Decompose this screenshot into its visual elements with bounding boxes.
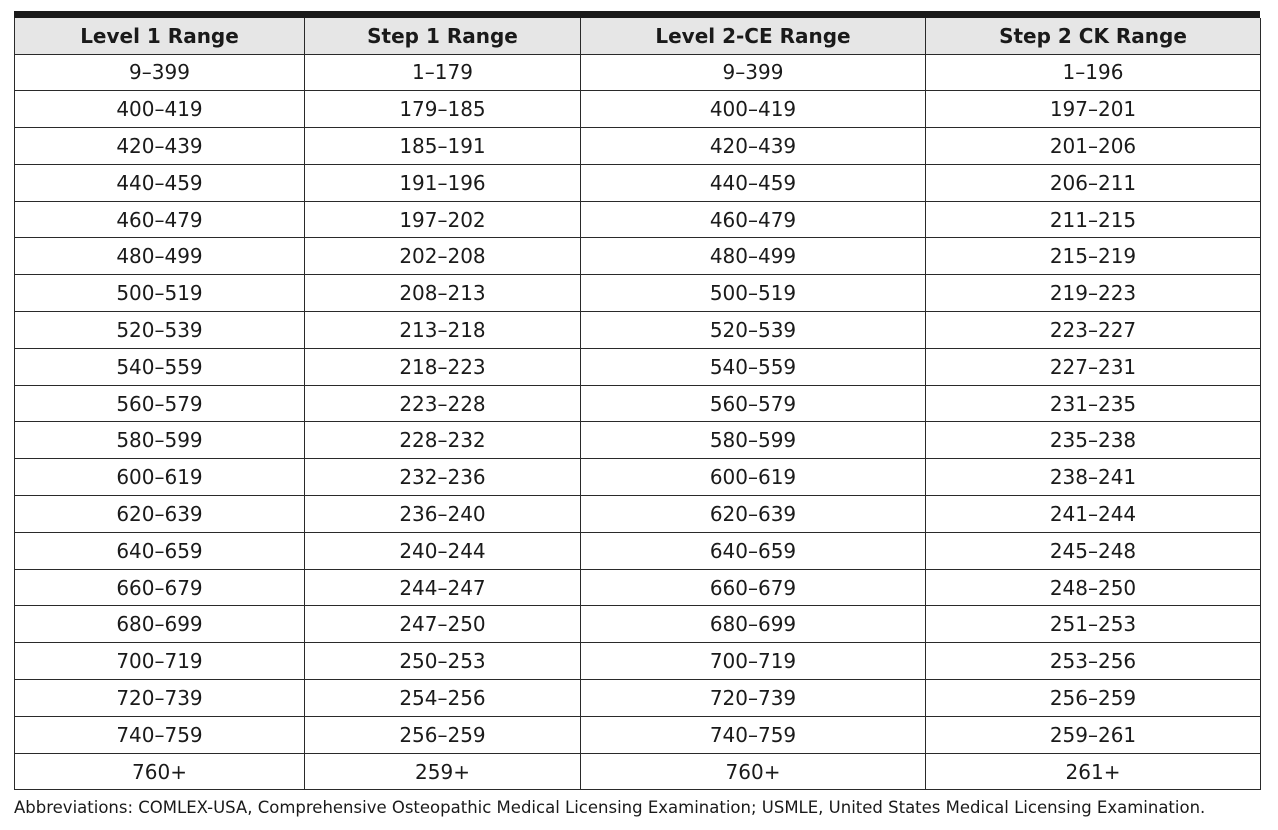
column-header-step-2-ck-range: Step 2 CK Range bbox=[926, 18, 1261, 54]
table-row bbox=[15, 606, 1261, 643]
level-2-ce-range-cell: 620–639 bbox=[581, 496, 926, 533]
step-1-range-cell: 208–213 bbox=[305, 275, 581, 312]
step-2-ck-range-cell: 253–256 bbox=[926, 643, 1261, 680]
level-2-ce-range-cell: 740–759 bbox=[581, 716, 926, 753]
level-1-range-cell: 520–539 bbox=[15, 312, 305, 349]
table-row bbox=[15, 569, 1261, 606]
level-1-range-cell: 740–759 bbox=[15, 716, 305, 753]
step-2-ck-range-cell: 206–211 bbox=[926, 164, 1261, 201]
header-row bbox=[15, 18, 1261, 54]
table-row bbox=[15, 238, 1261, 275]
step-1-range-cell: 247–250 bbox=[305, 606, 581, 643]
level-1-range-cell: 440–459 bbox=[15, 164, 305, 201]
level-2-ce-range-cell: 9–399 bbox=[581, 54, 926, 91]
step-1-range-cell: 232–236 bbox=[305, 459, 581, 496]
step-2-ck-range-cell: 238–241 bbox=[926, 459, 1261, 496]
level-2-ce-range-cell: 540–559 bbox=[581, 348, 926, 385]
table-row bbox=[15, 54, 1261, 91]
level-1-range-cell: 460–479 bbox=[15, 201, 305, 238]
level-1-range-cell: 620–639 bbox=[15, 496, 305, 533]
level-2-ce-range-cell: 600–619 bbox=[581, 459, 926, 496]
level-2-ce-range-cell: 520–539 bbox=[581, 312, 926, 349]
level-2-ce-range-cell: 560–579 bbox=[581, 385, 926, 422]
level-2-ce-range-cell: 460–479 bbox=[581, 201, 926, 238]
step-1-range-cell: 202–208 bbox=[305, 238, 581, 275]
table-row bbox=[15, 496, 1261, 533]
table-row bbox=[15, 312, 1261, 349]
step-2-ck-range-cell: 211–215 bbox=[926, 201, 1261, 238]
table-row bbox=[15, 459, 1261, 496]
step-1-range-cell: 240–244 bbox=[305, 532, 581, 569]
score-conversion-table bbox=[14, 18, 1261, 790]
level-1-range-cell: 760+ bbox=[15, 753, 305, 790]
table-row bbox=[15, 532, 1261, 569]
step-2-ck-range-cell: 235–238 bbox=[926, 422, 1261, 459]
level-1-range-cell: 640–659 bbox=[15, 532, 305, 569]
level-2-ce-range-cell: 760+ bbox=[581, 753, 926, 790]
step-2-ck-range-cell: 241–244 bbox=[926, 496, 1261, 533]
table-row bbox=[15, 128, 1261, 165]
table-row bbox=[15, 385, 1261, 422]
level-2-ce-range-cell: 640–659 bbox=[581, 532, 926, 569]
top-rule bbox=[14, 11, 1260, 18]
step-2-ck-range-cell: 219–223 bbox=[926, 275, 1261, 312]
column-header-level-2-ce-range: Level 2-CE Range bbox=[581, 18, 926, 54]
table-body bbox=[15, 54, 1261, 790]
step-2-ck-range-cell: 256–259 bbox=[926, 680, 1261, 717]
column-header-level-1-range: Level 1 Range bbox=[15, 18, 305, 54]
step-2-ck-range-cell: 197–201 bbox=[926, 91, 1261, 128]
table-row bbox=[15, 201, 1261, 238]
table-row bbox=[15, 275, 1261, 312]
table-row bbox=[15, 753, 1261, 790]
level-1-range-cell: 540–559 bbox=[15, 348, 305, 385]
table-row bbox=[15, 164, 1261, 201]
table-row bbox=[15, 348, 1261, 385]
table-row bbox=[15, 716, 1261, 753]
step-1-range-cell: 223–228 bbox=[305, 385, 581, 422]
level-1-range-cell: 600–619 bbox=[15, 459, 305, 496]
step-1-range-cell: 179–185 bbox=[305, 91, 581, 128]
level-1-range-cell: 9–399 bbox=[15, 54, 305, 91]
step-1-range-cell: 1–179 bbox=[305, 54, 581, 91]
level-2-ce-range-cell: 720–739 bbox=[581, 680, 926, 717]
step-1-range-cell: 191–196 bbox=[305, 164, 581, 201]
table-row bbox=[15, 680, 1261, 717]
level-1-range-cell: 720–739 bbox=[15, 680, 305, 717]
step-1-range-cell: 218–223 bbox=[305, 348, 581, 385]
step-1-range-cell: 250–253 bbox=[305, 643, 581, 680]
step-1-range-cell: 236–240 bbox=[305, 496, 581, 533]
step-2-ck-range-cell: 261+ bbox=[926, 753, 1261, 790]
score-conversion-table-container bbox=[14, 11, 1260, 790]
step-2-ck-range-cell: 223–227 bbox=[926, 312, 1261, 349]
level-1-range-cell: 420–439 bbox=[15, 128, 305, 165]
step-2-ck-range-cell: 231–235 bbox=[926, 385, 1261, 422]
step-1-range-cell: 197–202 bbox=[305, 201, 581, 238]
table-row bbox=[15, 643, 1261, 680]
level-2-ce-range-cell: 660–679 bbox=[581, 569, 926, 606]
level-1-range-cell: 400–419 bbox=[15, 91, 305, 128]
step-2-ck-range-cell: 1–196 bbox=[926, 54, 1261, 91]
step-2-ck-range-cell: 227–231 bbox=[926, 348, 1261, 385]
level-2-ce-range-cell: 680–699 bbox=[581, 606, 926, 643]
step-1-range-cell: 185–191 bbox=[305, 128, 581, 165]
level-2-ce-range-cell: 580–599 bbox=[581, 422, 926, 459]
level-1-range-cell: 580–599 bbox=[15, 422, 305, 459]
step-1-range-cell: 213–218 bbox=[305, 312, 581, 349]
level-1-range-cell: 660–679 bbox=[15, 569, 305, 606]
step-2-ck-range-cell: 248–250 bbox=[926, 569, 1261, 606]
level-2-ce-range-cell: 420–439 bbox=[581, 128, 926, 165]
step-1-range-cell: 254–256 bbox=[305, 680, 581, 717]
step-2-ck-range-cell: 245–248 bbox=[926, 532, 1261, 569]
step-2-ck-range-cell: 251–253 bbox=[926, 606, 1261, 643]
step-2-ck-range-cell: 215–219 bbox=[926, 238, 1261, 275]
step-1-range-cell: 259+ bbox=[305, 753, 581, 790]
level-1-range-cell: 560–579 bbox=[15, 385, 305, 422]
step-1-range-cell: 228–232 bbox=[305, 422, 581, 459]
step-2-ck-range-cell: 201–206 bbox=[926, 128, 1261, 165]
abbreviations-footnote: Abbreviations: COMLEX-USA, Comprehensive Osteopathic Medical Licensing Examination; USMLE, United States Medical Licensing Examination. bbox=[14, 798, 1206, 817]
level-2-ce-range-cell: 500–519 bbox=[581, 275, 926, 312]
level-2-ce-range-cell: 440–459 bbox=[581, 164, 926, 201]
level-2-ce-range-cell: 480–499 bbox=[581, 238, 926, 275]
level-2-ce-range-cell: 700–719 bbox=[581, 643, 926, 680]
step-2-ck-range-cell: 259–261 bbox=[926, 716, 1261, 753]
step-1-range-cell: 256–259 bbox=[305, 716, 581, 753]
column-header-step-1-range: Step 1 Range bbox=[305, 18, 581, 54]
table-row bbox=[15, 422, 1261, 459]
level-1-range-cell: 680–699 bbox=[15, 606, 305, 643]
level-2-ce-range-cell: 400–419 bbox=[581, 91, 926, 128]
level-1-range-cell: 500–519 bbox=[15, 275, 305, 312]
table-row bbox=[15, 91, 1261, 128]
step-1-range-cell: 244–247 bbox=[305, 569, 581, 606]
level-1-range-cell: 480–499 bbox=[15, 238, 305, 275]
level-1-range-cell: 700–719 bbox=[15, 643, 305, 680]
